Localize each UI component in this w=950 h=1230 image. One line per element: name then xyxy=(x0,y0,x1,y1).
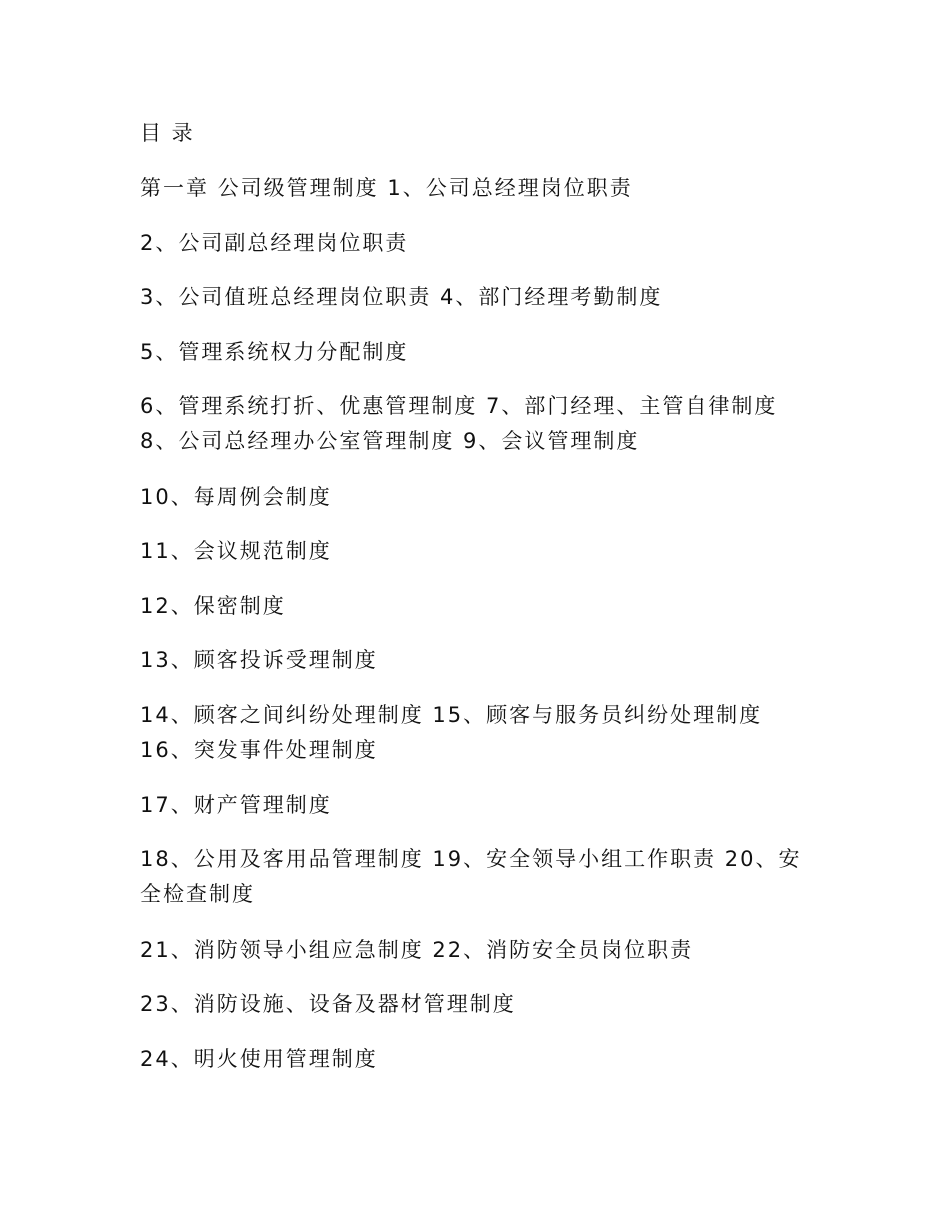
toc-entry-8: 12、保密制度 xyxy=(140,594,286,618)
toc-entry-4: 5、管理系统权力分配制度 xyxy=(140,340,409,364)
toc-entry-13: 21、消防领导小组应急制度 22、消防安全员岗位职责 xyxy=(140,938,694,962)
toc-entry-9: 13、顾客投诉受理制度 xyxy=(140,648,378,672)
toc-entry-15: 24、明火使用管理制度 xyxy=(140,1047,378,1071)
toc-entry-6: 10、每周例会制度 xyxy=(140,485,332,509)
toc-entry-3: 3、公司值班总经理岗位职责 4、部门经理考勤制度 xyxy=(140,285,663,309)
toc-entry-2: 2、公司副总经理岗位职责 xyxy=(140,231,409,255)
toc-entry-5: 6、管理系统打折、优惠管理制度 7、部门经理、主管自律制度 8、公司总经理办公室管理制度 9、会议管理制度 xyxy=(140,394,778,453)
toc-entry-10: 14、顾客之间纠纷处理制度 15、顾客与服务员纠纷处理制度 16、突发事件处理制度 xyxy=(140,703,763,762)
toc-entry-7: 11、会议规范制度 xyxy=(140,539,332,563)
toc-entry-1: 第一章 公司级管理制度 1、公司总经理岗位职责 xyxy=(140,176,633,200)
toc-entry-11: 17、财产管理制度 xyxy=(140,793,332,817)
toc-title: 目 录 xyxy=(140,121,195,145)
toc-entry-12: 18、公用及客用品管理制度 19、安全领导小组工作职责 20、安全检查制度 xyxy=(140,847,802,906)
toc-entry-14: 23、消防设施、设备及器材管理制度 xyxy=(140,992,516,1016)
